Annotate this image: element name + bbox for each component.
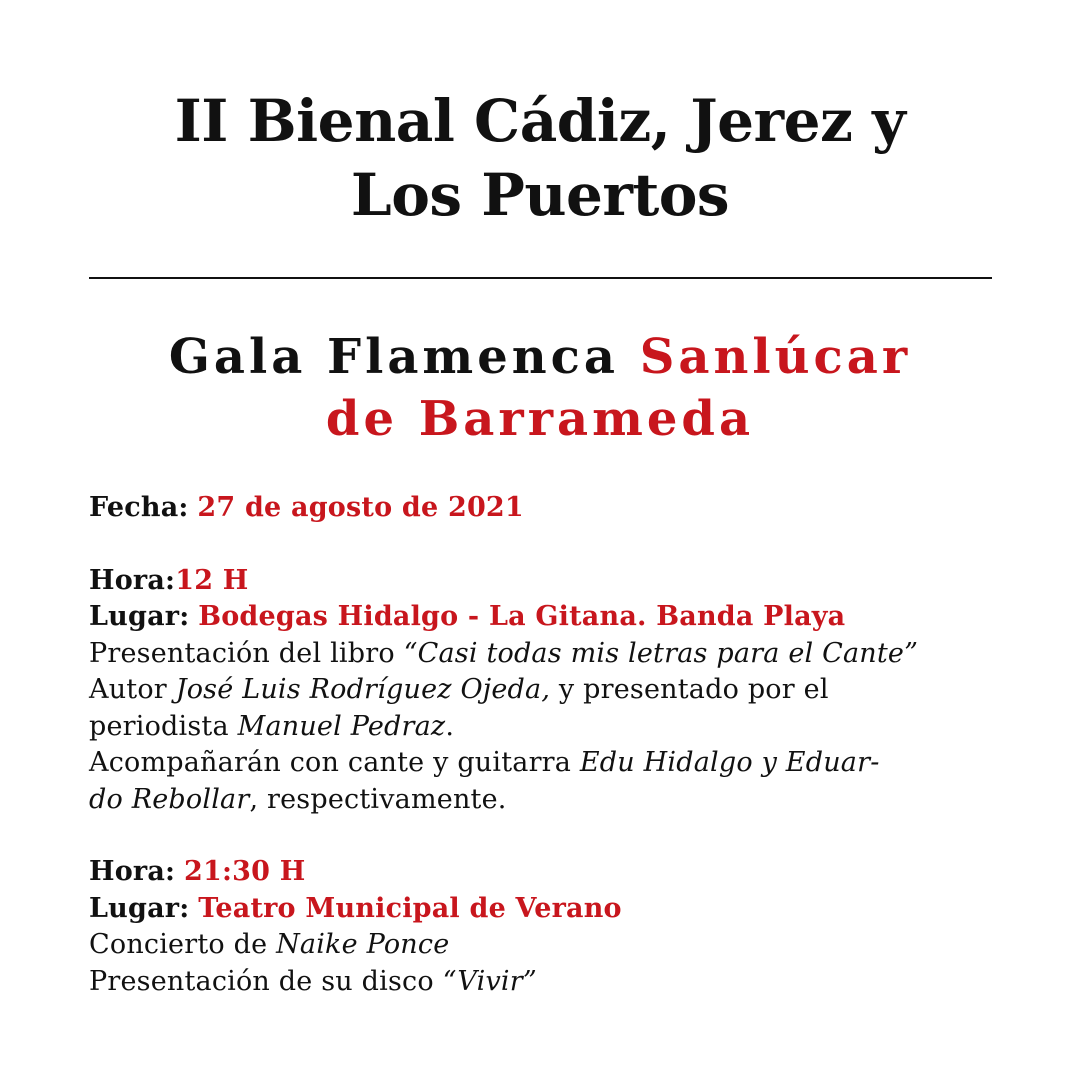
event2-line2-text: Presentación de su disco [89, 965, 434, 997]
gala-heading [0, 326, 1080, 450]
event2-place-value: Teatro Municipal de Verano [198, 892, 622, 924]
event2-description-line-2 [89, 964, 1049, 1001]
event1-description-line-5 [89, 782, 1049, 819]
event1-line1-text: Presentación del libro [89, 637, 395, 669]
event1-line3-rest: . [445, 710, 455, 742]
event1-line3-text: periodista [89, 710, 229, 742]
event1-place-label: Lugar: [89, 601, 190, 632]
spacer [89, 818, 1049, 854]
event-title-line-2: Los Puertos [350, 161, 730, 229]
event1-line4-text: Acompañarán con cante y guitarra [89, 747, 572, 778]
event1-description-line-3 [89, 709, 1049, 746]
event1-journalist-name: Manuel Pedraz [237, 710, 446, 742]
date-row [89, 490, 1049, 527]
event1-description-line-1 [89, 636, 1049, 673]
event2-time-row [89, 854, 1049, 891]
event1-place-row [89, 599, 1049, 636]
date-value: 27 de agosto de 2021 [197, 492, 524, 523]
event1-author-name: José Luis Rodríguez Ojeda, [175, 674, 551, 705]
event-details [89, 490, 1049, 1000]
event-title-line-1: II Bienal Cádiz, Jerez y [174, 87, 906, 155]
gala-heading-line-1 [0, 326, 1080, 388]
event1-line2-rest: y presentado por el [558, 674, 829, 705]
title-divider [89, 277, 992, 279]
event1-line2-text: Autor [89, 674, 167, 705]
event2-place-label: Lugar: [89, 892, 190, 924]
event1-performers-part-1: Edu Hidalgo y Eduar- [579, 747, 880, 778]
event1-book-title: “Casi todas mis letras para el Cante” [403, 637, 919, 669]
date-label: Fecha: [89, 492, 189, 523]
event2-line1-text: Concierto de [89, 929, 268, 960]
event2-place-row [89, 891, 1049, 928]
event1-place-value: Bodegas Hidalgo - La Gitana. Banda Playa [198, 601, 846, 632]
event2-time-label: Hora: [89, 856, 176, 887]
event2-album-title: “Vivir” [442, 965, 537, 997]
event2-time-value: 21:30 H [184, 856, 306, 887]
event1-time-row [89, 563, 1049, 600]
event2-artist-name: Naike Ponce [276, 929, 450, 960]
event1-description-line-4 [89, 745, 1049, 782]
event-title [0, 84, 1080, 232]
event1-description-line-2 [89, 672, 1049, 709]
event1-time-value: 12 H [175, 564, 249, 596]
spacer [89, 527, 1049, 563]
gala-prefix: Gala Flamenca [168, 329, 619, 385]
event1-line5-rest: , respectivamente. [249, 783, 507, 815]
event2-description-line-1 [89, 927, 1049, 964]
gala-place-line-1: Sanlúcar [639, 329, 912, 385]
event1-performers-part-2: do Rebollar [89, 783, 250, 815]
event1-time-label: Hora: [89, 564, 176, 596]
gala-place-line-2: de Barrameda [325, 391, 755, 447]
